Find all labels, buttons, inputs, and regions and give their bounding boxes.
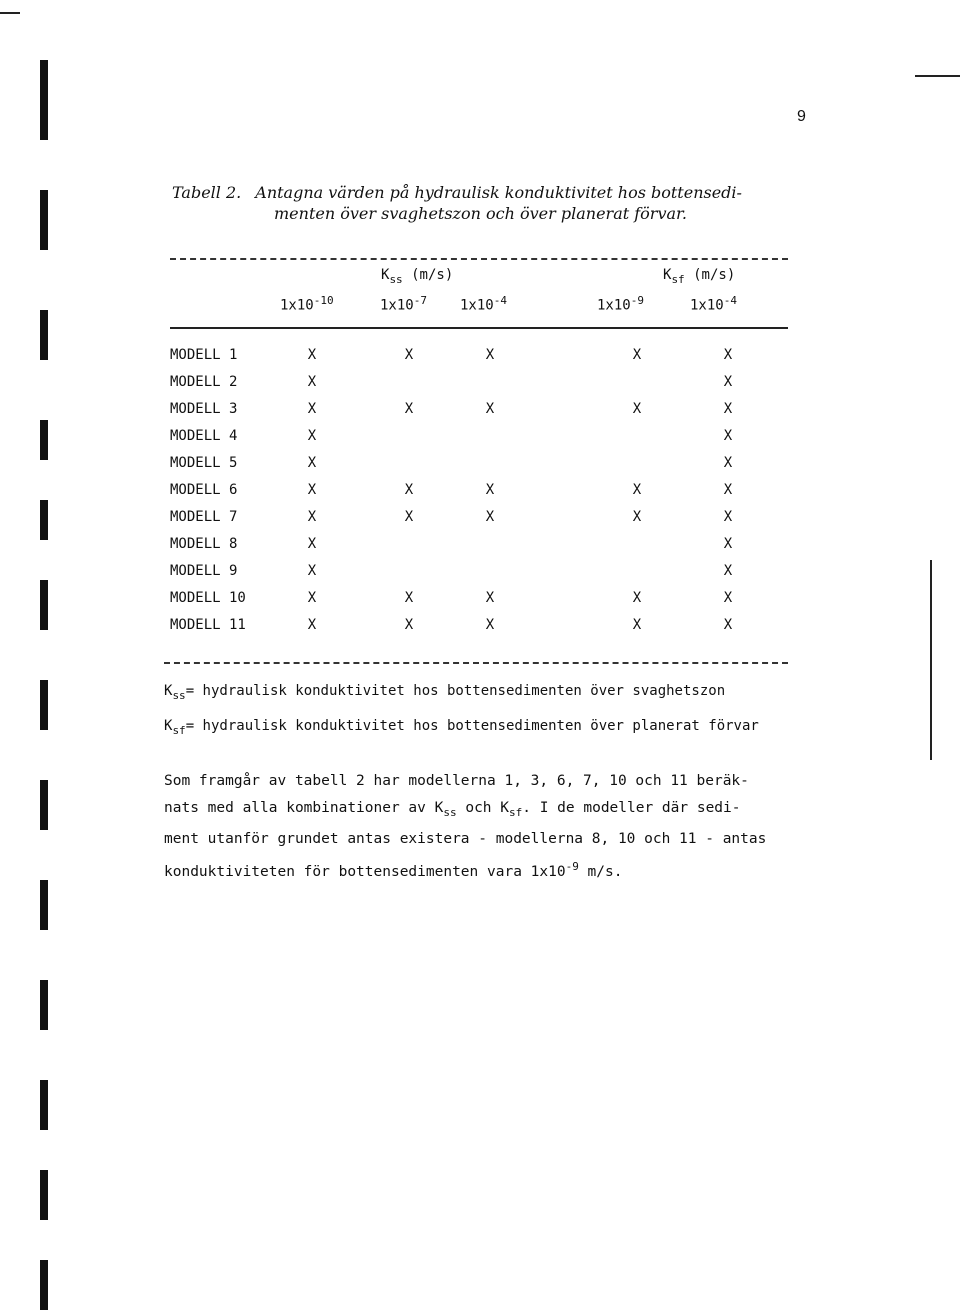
right-margin-line bbox=[930, 560, 932, 760]
caption-label: Tabell 2. bbox=[172, 183, 242, 202]
caption-line-1: Antagna värden på hydraulisk konduktivitet hos bottensedi- bbox=[255, 183, 742, 202]
cell: X bbox=[404, 482, 414, 498]
top-right-rule bbox=[915, 75, 960, 77]
margin-mark bbox=[40, 310, 48, 360]
column-header-4: $1x10^{-9}$ bbox=[597, 294, 644, 314]
cell: X bbox=[723, 428, 733, 444]
margin-mark bbox=[40, 60, 48, 140]
margin-mark bbox=[40, 580, 48, 630]
margin-mark bbox=[40, 1170, 48, 1220]
margin-mark bbox=[40, 680, 48, 730]
cell: X bbox=[632, 509, 642, 525]
cell: X bbox=[723, 509, 733, 525]
cell: X bbox=[723, 347, 733, 363]
cell: X bbox=[723, 590, 733, 606]
cell: X bbox=[307, 509, 317, 525]
table-header-rule bbox=[170, 327, 788, 329]
note-ksf: $K_{sf}=$ hydraulisk konduktivitet hos bottensedimenten över planerat förvar bbox=[164, 718, 759, 737]
cell: X bbox=[307, 374, 317, 390]
cell: X bbox=[404, 347, 414, 363]
cell: X bbox=[307, 455, 317, 471]
margin-mark bbox=[40, 780, 48, 830]
ksf-symbol: K bbox=[663, 267, 672, 283]
column-header-5: $1x10^{-4}$ bbox=[690, 294, 737, 314]
paragraph-line-3: ment utanför grundet antas existera - modellerna 8, 10 och 11 - antas bbox=[164, 830, 767, 847]
cell: X bbox=[307, 428, 317, 444]
cell: X bbox=[723, 455, 733, 471]
ksf-group-header bbox=[663, 267, 735, 286]
row-label: MODELL 10 bbox=[170, 590, 246, 606]
row-label: MODELL 11 bbox=[170, 617, 246, 633]
cell: X bbox=[723, 536, 733, 552]
body-paragraph bbox=[164, 768, 814, 886]
page-number: 9 bbox=[797, 108, 806, 125]
note-kss: $K_{ss}=$ hydraulisk konduktivitet hos bottensedimenten över svaghetszon bbox=[164, 683, 726, 702]
caption-line-2: menten över svaghetszon och över planerat förvar. bbox=[274, 204, 687, 223]
cell: X bbox=[485, 590, 495, 606]
cell: X bbox=[632, 401, 642, 417]
cell: X bbox=[307, 590, 317, 606]
row-label: MODELL 8 bbox=[170, 536, 238, 552]
table-top-rule bbox=[170, 258, 788, 260]
cell: X bbox=[307, 401, 317, 417]
cell: X bbox=[307, 347, 317, 363]
cell: X bbox=[632, 590, 642, 606]
margin-mark bbox=[40, 190, 48, 250]
margin-mark bbox=[40, 880, 48, 930]
paragraph-line-4: konduktiviteten för bottensedimenten vara $1x10^{-9}$ m/s. bbox=[164, 859, 623, 880]
ksf-unit: (m/s) bbox=[693, 267, 736, 283]
cell: X bbox=[723, 374, 733, 390]
margin-mark bbox=[40, 1260, 48, 1310]
kss-group-header bbox=[381, 267, 453, 286]
cell: X bbox=[307, 617, 317, 633]
cell: X bbox=[485, 347, 495, 363]
row-label: MODELL 7 bbox=[170, 509, 238, 525]
row-label: MODELL 4 bbox=[170, 428, 238, 444]
cell: X bbox=[404, 509, 414, 525]
column-header-3: $1x10^{-4}$ bbox=[460, 294, 507, 314]
row-label: MODELL 9 bbox=[170, 563, 238, 579]
row-label: MODELL 6 bbox=[170, 482, 238, 498]
cell: X bbox=[485, 509, 495, 525]
ksf-subscript: sf bbox=[671, 272, 685, 286]
paragraph-line-1: Som framgår av tabell 2 har modellerna 1, 3, 6, 7, 10 och 11 beräk- bbox=[164, 773, 749, 789]
column-header-1: $1x10^{-10}$ bbox=[280, 294, 334, 314]
row-label: MODELL 2 bbox=[170, 374, 238, 390]
cell: X bbox=[404, 617, 414, 633]
row-label: MODELL 5 bbox=[170, 455, 238, 471]
table-caption bbox=[172, 182, 822, 224]
cell: X bbox=[723, 617, 733, 633]
paragraph-line-2: nats med alla kombinationer av $K_{ss}$ och $K_{sf}$. I de modeller där sedi- bbox=[164, 800, 741, 819]
cell: X bbox=[632, 347, 642, 363]
cell: X bbox=[723, 563, 733, 579]
margin-mark bbox=[40, 1080, 48, 1130]
cell: X bbox=[485, 617, 495, 633]
cell: X bbox=[404, 590, 414, 606]
cell: X bbox=[723, 401, 733, 417]
top-left-rule bbox=[0, 12, 20, 14]
row-label: MODELL 3 bbox=[170, 401, 238, 417]
cell: X bbox=[485, 401, 495, 417]
cell: X bbox=[307, 482, 317, 498]
kss-subscript: ss bbox=[389, 272, 403, 286]
cell: X bbox=[307, 536, 317, 552]
cell: X bbox=[723, 482, 733, 498]
cell: X bbox=[485, 482, 495, 498]
cell: X bbox=[632, 482, 642, 498]
kss-symbol: K bbox=[381, 267, 390, 283]
margin-mark bbox=[40, 420, 48, 460]
cell: X bbox=[307, 563, 317, 579]
cell: X bbox=[632, 617, 642, 633]
cell: X bbox=[404, 401, 414, 417]
column-header-2: $1x10^{-7}$ bbox=[380, 294, 427, 314]
margin-mark bbox=[40, 500, 48, 540]
row-label: MODELL 1 bbox=[170, 347, 238, 363]
kss-unit: (m/s) bbox=[411, 267, 454, 283]
margin-mark bbox=[40, 980, 48, 1030]
table-bottom-rule bbox=[164, 662, 788, 664]
